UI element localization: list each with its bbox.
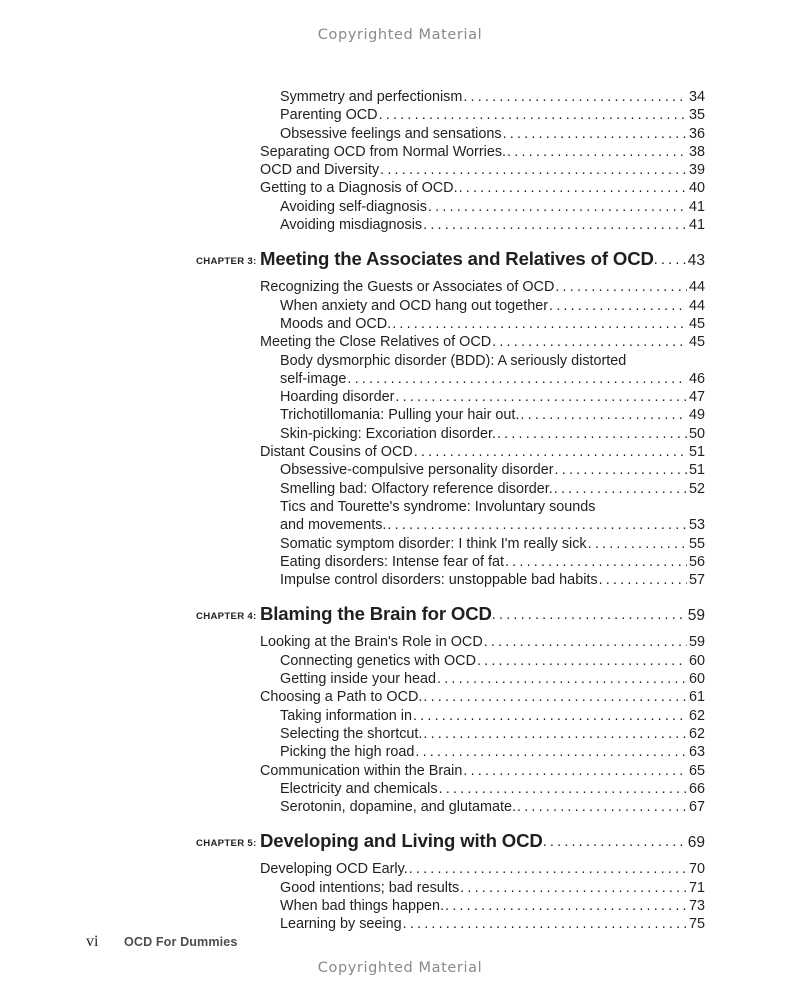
toc-entry-row[interactable] [0, 461, 800, 479]
dot-leader [460, 879, 687, 897]
dot-leader [543, 829, 686, 855]
toc-entry-page-number: 65 [688, 762, 705, 779]
dot-leader [555, 461, 687, 479]
toc-entry-text: Moods and OCD. [280, 315, 392, 332]
toc-entry-row[interactable] [0, 633, 800, 651]
toc-entry-text: Avoiding misdiagnosis [280, 217, 423, 234]
toc-entry-row[interactable] [0, 553, 800, 571]
dot-leader [445, 897, 687, 915]
chapter-title: Blaming the Brain for OCD [260, 603, 492, 625]
toc-entry-row[interactable] [0, 798, 800, 816]
toc-entry-text: Learning by seeing [280, 916, 402, 933]
toc-entry-page-number: 38 [688, 143, 705, 160]
vertical-spacer [0, 589, 800, 601]
toc-entry-text: Taking information in [280, 707, 412, 724]
toc-entry-page-number: 73 [688, 897, 705, 914]
toc-entry-row[interactable] [0, 762, 800, 780]
toc-entry-row[interactable] [0, 179, 800, 197]
toc-entry-text: Smelling bad: Olfactory reference disorder. [280, 480, 553, 497]
toc-entry-text: Connecting genetics with OCD [280, 652, 476, 669]
toc-entry-page-number: 71 [688, 879, 705, 896]
toc-entry-row[interactable] [0, 860, 800, 878]
toc-entry-text: Getting to a Diagnosis of OCD. [260, 180, 458, 197]
toc-entry-row[interactable] [0, 652, 800, 670]
toc-entry-text: Choosing a Path to OCD. [260, 689, 423, 706]
toc-entry-page-number: 60 [688, 652, 705, 669]
toc-entry-text: Picking the high road [280, 744, 415, 761]
toc-entry-text: Parenting OCD [280, 107, 378, 124]
toc-entry-row[interactable] [0, 388, 800, 406]
toc-entry-row[interactable] [0, 161, 800, 179]
table-of-contents [0, 88, 800, 934]
vertical-spacer [0, 816, 800, 828]
toc-entry-page-number: 56 [688, 553, 705, 570]
toc-entry-page-number: 40 [688, 180, 705, 197]
toc-entry-page-number: 62 [688, 707, 705, 724]
chapter-label: CHAPTER 4: [196, 611, 257, 623]
dot-leader [414, 443, 687, 461]
toc-entry-row[interactable] [0, 915, 800, 933]
dot-leader [415, 743, 687, 761]
dot-leader [492, 602, 686, 628]
toc-entry-text: Impulse control disorders: unstoppable bad habits [280, 572, 598, 589]
toc-entry-text: Distant Cousins of OCD [260, 444, 413, 461]
toc-entry-page-number: 60 [688, 671, 705, 688]
running-book-title: OCD For Dummies [124, 935, 238, 949]
toc-entry-page-number: 36 [688, 125, 705, 142]
dot-leader [497, 425, 687, 443]
toc-entry-row[interactable] [0, 216, 800, 234]
toc-entry-page-number: 50 [688, 425, 705, 442]
toc-entry-text: Avoiding self-diagnosis [280, 198, 427, 215]
toc-entry-row[interactable] [0, 425, 800, 443]
toc-entry-page-number: 41 [688, 198, 705, 215]
toc-entry-text: Hoarding disorder [280, 389, 395, 406]
toc-entry-row[interactable] [0, 743, 800, 761]
chapter-title: Meeting the Associates and Relatives of OCD [260, 248, 654, 270]
chapter-label: CHAPTER 5: [196, 838, 257, 850]
toc-entry-row[interactable] [0, 725, 800, 743]
chapter-title: Developing and Living with OCD [260, 830, 543, 852]
toc-entry-page-number: 34 [688, 89, 705, 105]
dot-leader [507, 143, 687, 161]
dot-leader [654, 247, 686, 273]
toc-entry-row[interactable] [0, 571, 800, 589]
toc-entry-page-number: 44 [688, 297, 705, 314]
dot-leader [380, 161, 687, 179]
toc-entry-text: Symmetry and perfectionism [280, 89, 463, 105]
toc-entry-page-number: 75 [688, 916, 705, 933]
dot-leader [477, 652, 687, 670]
toc-entry-row[interactable] [0, 88, 800, 106]
toc-entry-row[interactable] [0, 897, 800, 915]
toc-entry-row[interactable] [0, 143, 800, 161]
toc-entry-row[interactable] [0, 688, 800, 706]
toc-entry-wrap-line: Tics and Tourette's syndrome: Involuntary sounds [280, 498, 596, 515]
toc-entry-text: Selecting the shortcut. [280, 725, 423, 742]
dot-leader [392, 315, 687, 333]
dot-leader [588, 535, 687, 553]
dot-leader [387, 516, 687, 534]
dot-leader [463, 762, 687, 780]
toc-entry-page-number: 61 [688, 689, 705, 706]
toc-entry-text: and movements. [280, 517, 387, 534]
toc-entry-row[interactable] [0, 516, 800, 534]
toc-entry-text: OCD and Diversity [260, 162, 380, 179]
toc-entry-text: Communication within the Brain [260, 762, 463, 779]
toc-entry-page-number: 47 [688, 389, 705, 406]
dot-leader [520, 406, 687, 424]
toc-entry-row[interactable] [0, 406, 800, 424]
toc-entry-row[interactable] [0, 106, 800, 124]
toc-entry-page-number: 66 [688, 780, 705, 797]
toc-entry-page-number: 41 [688, 217, 705, 234]
copyright-watermark-top: Copyrighted Material [317, 27, 483, 43]
toc-entry-page-number: 39 [688, 162, 705, 179]
dot-leader [413, 707, 687, 725]
toc-entry-text: Meeting the Close Relatives of OCD [260, 334, 492, 351]
toc-chapter-row[interactable] [0, 246, 800, 276]
toc-entry-page-number: 51 [688, 444, 705, 461]
dot-leader [437, 670, 687, 688]
page-footer [86, 933, 237, 951]
dot-leader [347, 370, 687, 388]
toc-entry-page-number: 70 [688, 861, 705, 878]
dot-leader [503, 125, 687, 143]
dot-leader [439, 780, 687, 798]
chapter-page-number: 43 [687, 252, 705, 270]
toc-entry-row[interactable] [0, 198, 800, 216]
toc-entry-row[interactable] [0, 443, 800, 461]
toc-entry-text: Trichotillomania: Pulling your hair out. [280, 407, 520, 424]
dot-leader [555, 278, 687, 296]
toc-entry-row[interactable] [0, 125, 800, 143]
toc-entry-page-number: 35 [688, 107, 705, 124]
vertical-spacer [0, 234, 800, 246]
toc-entry-text: Electricity and chemicals [280, 780, 438, 797]
toc-entry-row[interactable] [0, 333, 800, 351]
toc-entry-text: Good intentions; bad results [280, 879, 460, 896]
dot-leader [549, 297, 687, 315]
toc-entry-page-number: 55 [688, 535, 705, 552]
toc-entry-row[interactable] [0, 670, 800, 688]
dot-leader [459, 179, 687, 197]
dot-leader [395, 388, 687, 406]
toc-entry-page-number: 51 [688, 462, 705, 479]
dot-leader [423, 216, 687, 234]
dot-leader [517, 798, 687, 816]
toc-entry-page-number: 59 [688, 634, 705, 651]
toc-entry-row[interactable] [0, 780, 800, 798]
toc-entry-page-number: 62 [688, 725, 705, 742]
dot-leader [492, 333, 687, 351]
toc-entry-text: Obsessive feelings and sensations [280, 125, 502, 142]
toc-entry-text: Eating disorders: Intense fear of fat [280, 553, 504, 570]
toc-entry-page-number: 63 [688, 744, 705, 761]
dot-leader [423, 725, 687, 743]
toc-entry-text: Separating OCD from Normal Worries. [260, 143, 507, 160]
chapter-page-number: 59 [687, 607, 705, 625]
toc-entry-text: When anxiety and OCD hang out together [280, 297, 548, 314]
toc-entry-page-number: 49 [688, 407, 705, 424]
toc-entry-text: Getting inside your head [280, 671, 436, 688]
dot-leader [428, 198, 687, 216]
toc-entry-row[interactable] [0, 480, 800, 498]
page-number-folio: vi [86, 933, 99, 950]
toc-entry-page-number: 45 [688, 315, 705, 332]
toc-entry-text: Somatic symptom disorder: I think I'm really sick [280, 535, 587, 552]
toc-entry-row[interactable] [0, 879, 800, 897]
toc-entry-row[interactable] [0, 297, 800, 315]
dot-leader [554, 480, 687, 498]
dot-leader [484, 633, 687, 651]
dot-leader [423, 688, 687, 706]
dot-leader [379, 106, 687, 124]
toc-entry-text: Looking at the Brain's Role in OCD [260, 634, 483, 651]
toc-entry-page-number: 44 [688, 279, 705, 296]
copyright-watermark-bottom: Copyrighted Material [317, 960, 483, 976]
toc-entry-row[interactable] [0, 278, 800, 296]
toc-entry-page-number: 45 [688, 334, 705, 351]
toc-entry-text: Developing OCD Early. [260, 861, 408, 878]
toc-entry-row[interactable] [0, 370, 800, 388]
toc-entry-text: Serotonin, dopamine, and glutamate. [280, 799, 517, 816]
dot-leader [409, 860, 687, 878]
dot-leader [599, 571, 687, 589]
dot-leader [505, 553, 687, 571]
toc-chapter-row[interactable] [0, 828, 800, 858]
toc-entry-row[interactable] [0, 535, 800, 553]
toc-entry-page-number: 46 [688, 370, 705, 387]
toc-entry-page-number: 53 [688, 517, 705, 534]
toc-entry-text: Obsessive-compulsive personality disorder [280, 462, 554, 479]
toc-entry-wrap-line: Body dysmorphic disorder (BDD): A seriously distorted [280, 352, 627, 369]
dot-leader [463, 88, 687, 106]
toc-entry-text: Recognizing the Guests or Associates of OCD [260, 279, 555, 296]
chapter-page-number: 69 [687, 834, 705, 852]
toc-entry-row[interactable] [0, 707, 800, 725]
toc-entry-text: self-image [280, 370, 347, 387]
dot-leader [403, 915, 687, 933]
toc-chapter-row[interactable] [0, 601, 800, 631]
toc-entry-text: Skin-picking: Excoriation disorder. [280, 425, 496, 442]
toc-entry-page-number: 52 [688, 480, 705, 497]
toc-entry-text: When bad things happen. [280, 897, 445, 914]
toc-entry-row[interactable] [0, 315, 800, 333]
toc-entry-page-number: 57 [688, 572, 705, 589]
chapter-label: CHAPTER 3: [196, 256, 257, 268]
toc-entry-page-number: 67 [688, 799, 705, 816]
